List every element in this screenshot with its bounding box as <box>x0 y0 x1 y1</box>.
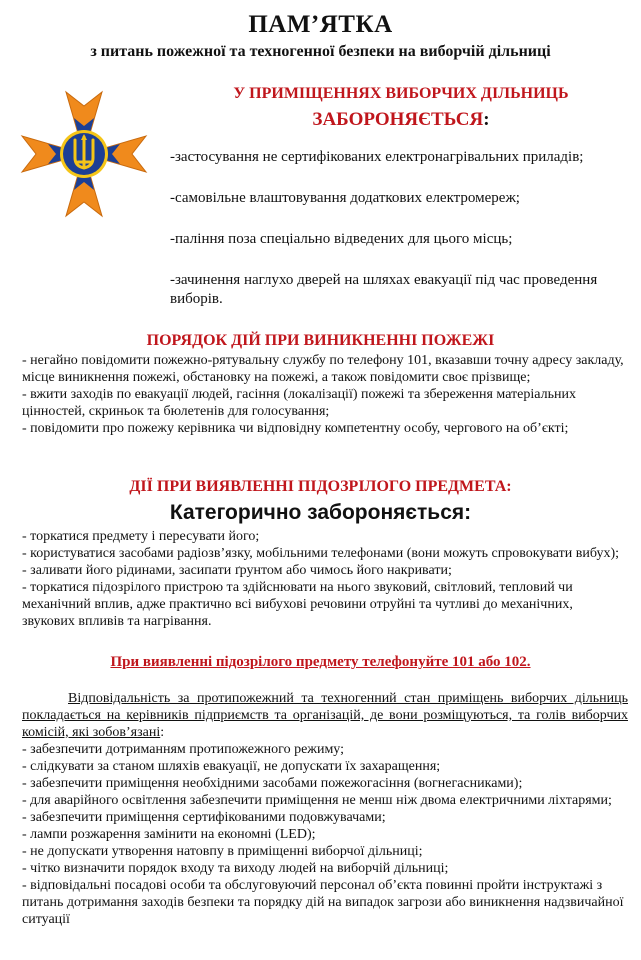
list-item: -самовільне влаштовування додаткових електромереж; <box>170 190 520 206</box>
list-item: - забезпечити приміщення необхідними засобами пожежогасіння (вогнегасниками); <box>22 776 523 791</box>
list-item: - вжити заходів по евакуації людей, гасіння (локалізації) пожежі та збереження матеріальних цінностей, скриньок та бюлетенів для голосування; <box>22 387 576 419</box>
list-item: -зачинення наглухо дверей на шляхах евакуації під час проведення виборів. <box>170 272 598 307</box>
list-item: - лампи розжарення замінити на економні (LED); <box>22 827 316 842</box>
suspicious-heading: ДІЇ ПРИ ВИЯВЛЕННІ ПІДОЗРІЛОГО ПРЕДМЕТА: <box>129 478 512 495</box>
list-item: - негайно повідомити пожежно-рятувальну службу по телефону 101, вказавши точну адресу закладу, місце виникнення пожежі, обстановку на пожежі, а також повідомити своє прізвище; <box>22 353 624 385</box>
list-item: -застосування не сертифікованих електронагрівальних приладів; <box>170 149 584 165</box>
responsibility-intro-tail: : <box>160 725 165 740</box>
suspicious-subheading: Категорично забороняється: <box>169 501 472 524</box>
list-item: - користуватися засобами радіозв’язку, мобільними телефонами (вони можуть спровокувати вибух); <box>22 546 619 561</box>
emergency-call-line: При виявленні підозрілого предмету телефонуйте 101 або 102. <box>110 654 531 670</box>
fire-steps <box>22 352 628 437</box>
dsns-emblem-icon <box>14 84 154 224</box>
list-item: - забезпечити приміщення сертифікованими подовжувачами; <box>22 810 386 825</box>
list-item: - торкатися предмету і пересувати його; <box>22 529 260 544</box>
responsibility-intro-text: Відповідальність за протипожежний та техногенний стан приміщень виборчих дільниць покладається на керівників підприємств та організацій, де вони розміщуються, та голів виборчих комісій, які зобов’язані <box>22 691 628 740</box>
responsibility-intro <box>22 690 628 741</box>
list-item: - не допускати утворення натовпу в приміщенні виборчої дільниці; <box>22 844 423 859</box>
page-title: ПАМ’ЯТКА <box>248 11 393 38</box>
responsibility-section <box>22 690 628 928</box>
list-item: - слідкувати за станом шляхів евакуації, не допускати їх захаращення; <box>22 759 441 774</box>
prohibited-heading-word: ЗАБОРОНЯЄТЬСЯ <box>312 109 484 130</box>
list-item: - відповідальні посадові особи та обслуговуючий персонал об’єкта повинні пройти інструктажі з питань дотримання заходів безпеки та порядку дій на випадок загрози або виникнення надзвичайної ситуації <box>22 878 624 927</box>
list-item: - повідомити про пожежу керівника чи відповідну компетентну особу, чергового на об’єкті; <box>22 421 569 436</box>
list-item: - для аварійного освітлення забезпечити приміщення не менш ніж двома електричними ліхтарями; <box>22 793 612 808</box>
list-item: - торкатися підозрілого пристрою та здійснювати на нього звуковий, світловий, тепловий чи механічний вплив, адже практично всі вибухові речовини отруйні та чутливі до механічних, звукових впливів та нагрівання. <box>22 580 573 629</box>
list-item: - заливати його рідинами, засипати ґрунтом або чимось його накривати; <box>22 563 452 578</box>
list-item: -паління поза спеціально відведених для цього місць; <box>170 231 513 247</box>
page-subtitle: з питань пожежної та техногенної безпеки на виборчій дільниці <box>90 43 551 60</box>
prohibited-list <box>170 148 610 331</box>
fire-heading: ПОРЯДОК ДІЙ ПРИ ВИНИКНЕННІ ПОЖЕЖІ <box>146 332 495 349</box>
list-item: - чітко визначити порядок входу та виходу людей на виборчій дільниці; <box>22 861 449 876</box>
prohibited-heading-line2 <box>188 108 614 132</box>
suspicious-rules <box>22 528 628 630</box>
prohibited-heading-line1: У ПРИМІЩЕННЯХ ВИБОРЧИХ ДІЛЬНИЦЬ <box>233 85 569 102</box>
list-item: - забезпечити дотриманням протипожежного режиму; <box>22 742 345 757</box>
prohibited-heading-colon: : <box>483 109 490 130</box>
